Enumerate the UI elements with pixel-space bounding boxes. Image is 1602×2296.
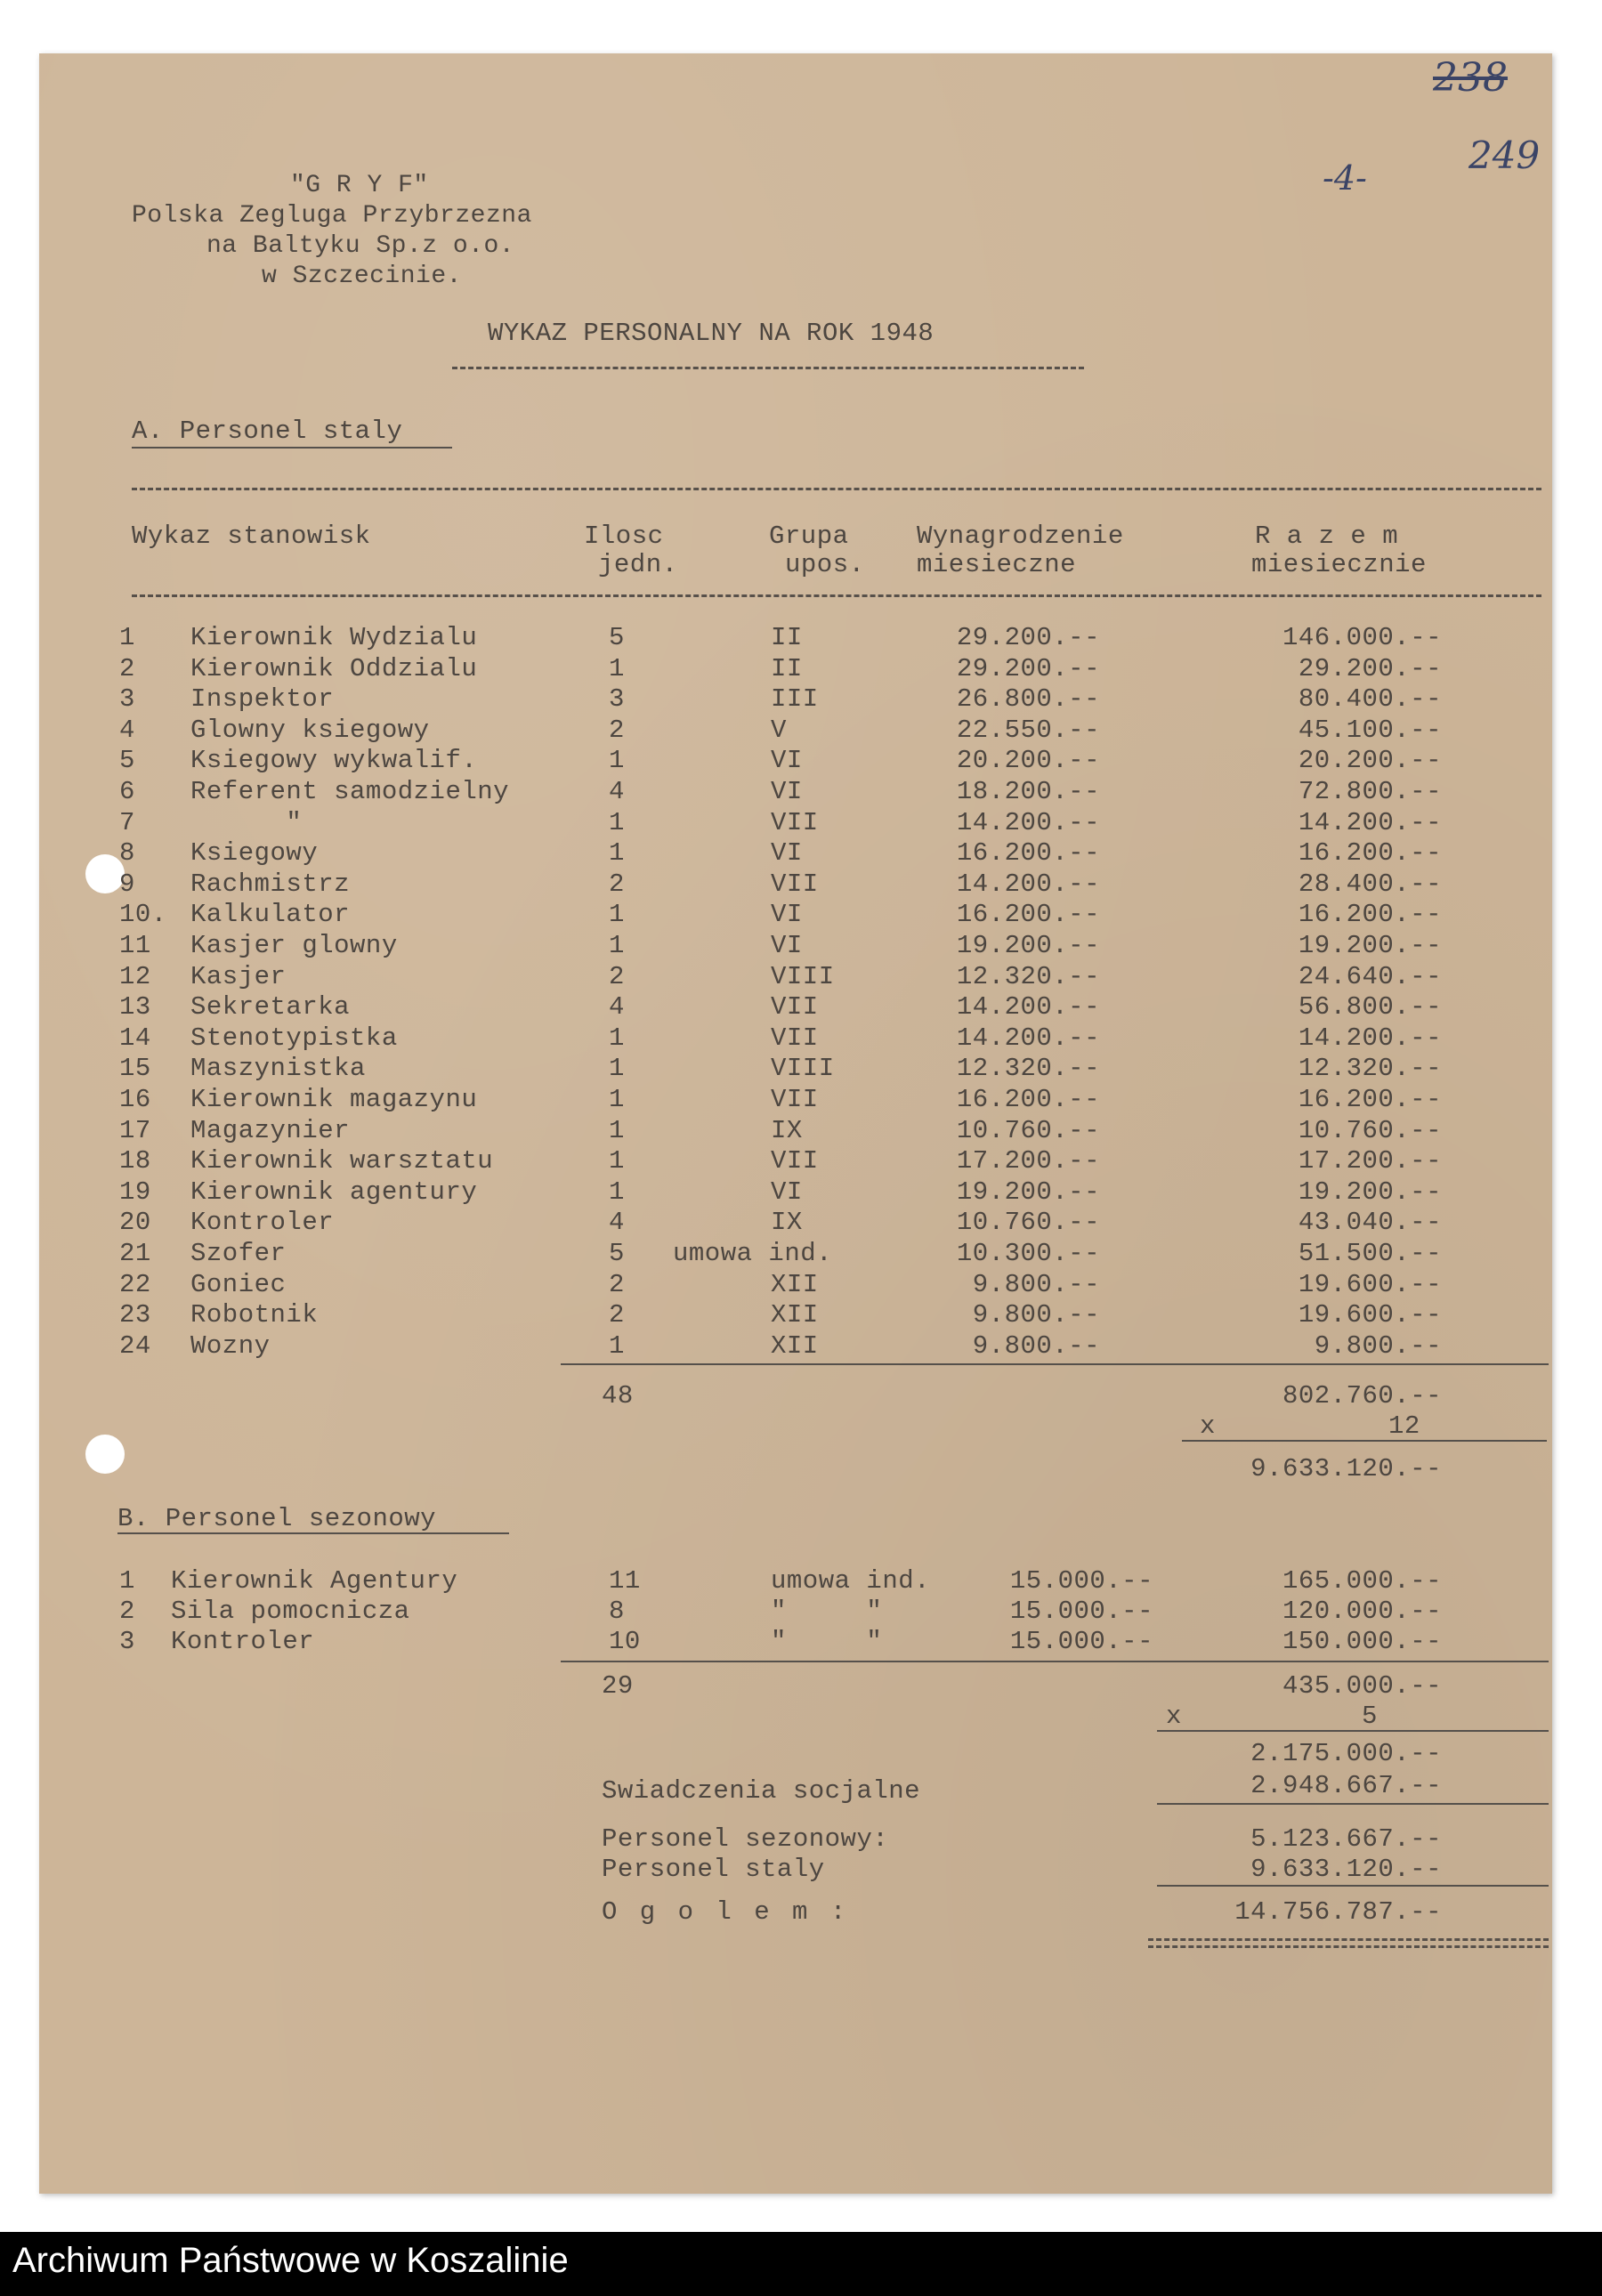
row-monthly-wage: 15.000.-- bbox=[1009, 1597, 1153, 1626]
company-line-3: na Baltyku Sp.z o.o. bbox=[206, 232, 515, 260]
row-position-name: Stenotypistka bbox=[190, 1023, 398, 1053]
row-group: II bbox=[771, 653, 803, 683]
row-monthly-wage: 29.200.-- bbox=[956, 623, 1100, 652]
row-quantity: 3 bbox=[609, 684, 625, 715]
row-quantity: 2 bbox=[609, 961, 625, 991]
row-monthly-total: 14.200.-- bbox=[1298, 1023, 1442, 1053]
section-b-times: x bbox=[1166, 1702, 1182, 1731]
section-a-underline bbox=[132, 447, 452, 449]
row-quantity: 1 bbox=[609, 900, 625, 930]
row-number: 12 bbox=[119, 961, 151, 991]
row-monthly-total: 17.200.-- bbox=[1298, 1146, 1442, 1176]
row-quantity: 8 bbox=[609, 1597, 625, 1626]
grand-total-double-rule-2 bbox=[1148, 1945, 1549, 1948]
row-monthly-total: 28.400.-- bbox=[1298, 869, 1442, 899]
row-number: 4 bbox=[119, 715, 135, 745]
row-quantity: 1 bbox=[609, 653, 625, 683]
row-position-name: Ksiegowy wykwalif. bbox=[190, 746, 478, 776]
social-benefits-label: Swiadczenia socjalne bbox=[602, 1776, 921, 1806]
row-monthly-wage: 20.200.-- bbox=[956, 746, 1100, 776]
row-quantity: 1 bbox=[609, 1054, 625, 1084]
punch-hole-bottom bbox=[85, 1435, 125, 1474]
row-monthly-wage: 26.800.-- bbox=[956, 684, 1100, 715]
grand-total-label: O g o l e m : bbox=[602, 1897, 850, 1927]
row-position-name: Robotnik bbox=[190, 1300, 319, 1330]
row-number: 9 bbox=[119, 869, 135, 899]
summary-rule bbox=[1157, 1885, 1549, 1887]
row-position-name: Kasjer bbox=[190, 961, 287, 991]
row-monthly-wage: 16.200.-- bbox=[956, 900, 1100, 930]
row-number: 5 bbox=[119, 746, 135, 776]
row-number: 11 bbox=[119, 931, 151, 960]
row-group: XII bbox=[771, 1330, 819, 1361]
row-monthly-wage: 18.200.-- bbox=[956, 777, 1100, 806]
row-number: 13 bbox=[119, 992, 151, 1023]
row-monthly-total: 9.800.-- bbox=[1314, 1330, 1442, 1361]
section-a-sum-total: 802.760.-- bbox=[1282, 1381, 1442, 1411]
row-monthly-wage: 15.000.-- bbox=[1009, 1627, 1153, 1656]
row-group: II bbox=[771, 623, 803, 652]
row-number: 1 bbox=[119, 1566, 135, 1596]
row-monthly-wage: 19.200.-- bbox=[956, 1176, 1100, 1207]
row-position-name: Sekretarka bbox=[190, 992, 351, 1023]
row-position-name: Sila pomocnicza bbox=[171, 1597, 410, 1626]
row-monthly-total: 19.600.-- bbox=[1298, 1300, 1442, 1330]
row-number: 17 bbox=[119, 1115, 151, 1145]
row-monthly-total: 165.000.-- bbox=[1282, 1566, 1442, 1596]
handwritten-page-number-crossed: 238 bbox=[1433, 55, 1508, 101]
handwritten-page-number: 249 bbox=[1468, 133, 1541, 177]
row-monthly-total: 150.000.-- bbox=[1282, 1627, 1442, 1656]
row-group: VII bbox=[771, 1085, 819, 1114]
row-position-name: Kontroler bbox=[171, 1627, 315, 1656]
row-monthly-wage: 17.200.-- bbox=[956, 1146, 1100, 1176]
row-group: " " bbox=[771, 1627, 883, 1656]
permanent-staff-value: 9.633.120.-- bbox=[1250, 1855, 1442, 1884]
row-number: 18 bbox=[119, 1146, 151, 1176]
seasonal-staff-label: Personel sezonowy: bbox=[602, 1824, 889, 1854]
archive-name: Archiwum Państwowe w Koszalinie bbox=[12, 2241, 569, 2280]
row-monthly-wage: 22.550.-- bbox=[956, 715, 1100, 745]
row-number: 14 bbox=[119, 1023, 151, 1053]
row-group: III bbox=[771, 684, 819, 715]
row-quantity: 4 bbox=[609, 992, 625, 1023]
header-group-2: upos. bbox=[785, 550, 865, 579]
social-benefits-rule bbox=[1157, 1803, 1549, 1805]
row-number: 7 bbox=[119, 807, 135, 837]
row-quantity: 2 bbox=[609, 869, 625, 899]
title-underline bbox=[452, 367, 1084, 369]
row-number: 3 bbox=[119, 684, 135, 715]
header-quantity-1: Ilosc bbox=[584, 521, 664, 551]
section-b-sum-quantity: 29 bbox=[602, 1671, 634, 1701]
row-monthly-wage: 14.200.-- bbox=[956, 869, 1100, 899]
row-monthly-total: 16.200.-- bbox=[1298, 1085, 1442, 1114]
row-monthly-total: 120.000.-- bbox=[1282, 1597, 1442, 1626]
row-quantity: 2 bbox=[609, 715, 625, 745]
row-quantity: 1 bbox=[609, 1023, 625, 1053]
row-position-name: Kierownik Oddzialu bbox=[190, 653, 478, 683]
row-group: VI bbox=[771, 838, 803, 869]
row-group: VI bbox=[771, 746, 803, 776]
row-group: " " bbox=[771, 1597, 883, 1626]
row-monthly-wage: 14.200.-- bbox=[956, 992, 1100, 1023]
row-monthly-total: 16.200.-- bbox=[1298, 838, 1442, 869]
row-group: VI bbox=[771, 1176, 803, 1207]
header-positions: Wykaz stanowisk bbox=[132, 521, 371, 551]
row-monthly-wage: 15.000.-- bbox=[1009, 1566, 1153, 1596]
row-group: VII bbox=[771, 1023, 819, 1053]
row-monthly-total: 56.800.-- bbox=[1298, 992, 1442, 1023]
header-total-2: miesiecznie bbox=[1251, 550, 1427, 579]
row-position-name: Inspektor bbox=[190, 684, 335, 715]
row-number: 22 bbox=[119, 1269, 151, 1299]
row-monthly-total: 80.400.-- bbox=[1298, 684, 1442, 715]
row-quantity: 10 bbox=[609, 1627, 641, 1656]
row-monthly-total: 24.640.-- bbox=[1298, 961, 1442, 991]
row-monthly-wage: 10.760.-- bbox=[956, 1115, 1100, 1145]
row-quantity: 2 bbox=[609, 1269, 625, 1299]
row-number: 20 bbox=[119, 1208, 151, 1238]
row-number: 19 bbox=[119, 1176, 151, 1207]
row-monthly-wage: 16.200.-- bbox=[956, 1085, 1100, 1114]
row-group: XII bbox=[771, 1269, 819, 1299]
row-number: 2 bbox=[119, 653, 135, 683]
row-quantity: 1 bbox=[609, 1085, 625, 1114]
row-group: VII bbox=[771, 1146, 819, 1176]
row-group: VI bbox=[771, 900, 803, 930]
header-total-1: R a z e m bbox=[1255, 521, 1399, 551]
row-quantity: 11 bbox=[609, 1566, 641, 1596]
row-monthly-wage: 19.200.-- bbox=[956, 931, 1100, 960]
row-monthly-wage: 9.800.-- bbox=[972, 1300, 1100, 1330]
row-monthly-total: 45.100.-- bbox=[1298, 715, 1442, 745]
row-quantity: 2 bbox=[609, 1300, 625, 1330]
row-position-name: Ksiegowy bbox=[190, 838, 319, 869]
row-monthly-total: 12.320.-- bbox=[1298, 1054, 1442, 1084]
section-b-title: B. Personel sezonowy bbox=[117, 1504, 437, 1533]
row-position-name: Magazynier bbox=[190, 1115, 351, 1145]
grand-total-double-rule-1 bbox=[1148, 1938, 1549, 1941]
row-monthly-total: 29.200.-- bbox=[1298, 653, 1442, 683]
row-position-name: Kierownik Wydzialu bbox=[190, 623, 478, 652]
row-group: VII bbox=[771, 869, 819, 899]
section-b-sum-rule bbox=[561, 1661, 1549, 1662]
archive-footer-bar bbox=[0, 2232, 1602, 2296]
row-group: VII bbox=[771, 992, 819, 1023]
row-position-name: Glowny ksiegowy bbox=[190, 715, 430, 745]
row-position-name: Kierownik warsztatu bbox=[190, 1146, 494, 1176]
row-group: IX bbox=[771, 1208, 803, 1238]
row-group: XII bbox=[771, 1300, 819, 1330]
row-number: 15 bbox=[119, 1054, 151, 1084]
row-quantity: 1 bbox=[609, 838, 625, 869]
row-monthly-wage: 9.800.-- bbox=[972, 1269, 1100, 1299]
row-monthly-wage: 10.300.-- bbox=[956, 1239, 1100, 1268]
row-position-name: Kierownik Agentury bbox=[171, 1566, 458, 1596]
row-position-name: Goniec bbox=[190, 1269, 287, 1299]
handwritten-page-mark: -4- bbox=[1323, 158, 1367, 198]
row-group: VI bbox=[771, 777, 803, 806]
row-number: 8 bbox=[119, 838, 135, 869]
section-a-sum-rule bbox=[561, 1363, 1549, 1365]
header-quantity-2: jedn. bbox=[598, 550, 678, 579]
row-position-name: " bbox=[190, 807, 303, 837]
row-quantity: 1 bbox=[609, 1176, 625, 1207]
row-monthly-total: 43.040.-- bbox=[1298, 1208, 1442, 1238]
row-number: 24 bbox=[119, 1330, 151, 1361]
row-quantity: 5 bbox=[609, 1239, 625, 1268]
row-monthly-wage: 14.200.-- bbox=[956, 1023, 1100, 1053]
section-a-sum-quantity: 48 bbox=[602, 1381, 634, 1411]
row-monthly-total: 19.200.-- bbox=[1298, 1176, 1442, 1207]
row-monthly-wage: 12.320.-- bbox=[956, 961, 1100, 991]
row-position-name: Kontroler bbox=[190, 1208, 335, 1238]
row-quantity: 5 bbox=[609, 623, 625, 652]
row-number: 16 bbox=[119, 1085, 151, 1114]
row-monthly-wage: 16.200.-- bbox=[956, 838, 1100, 869]
row-group: V bbox=[771, 715, 787, 745]
section-a-months: 12 bbox=[1388, 1411, 1420, 1441]
row-monthly-total: 72.800.-- bbox=[1298, 777, 1442, 806]
row-quantity: 1 bbox=[609, 746, 625, 776]
row-quantity: 1 bbox=[609, 931, 625, 960]
section-b-sum-total: 435.000.-- bbox=[1282, 1671, 1442, 1701]
header-wage-2: miesieczne bbox=[917, 550, 1077, 579]
section-b-months: 5 bbox=[1362, 1702, 1378, 1731]
row-monthly-wage: 29.200.-- bbox=[956, 653, 1100, 683]
row-position-name: Kasjer glowny bbox=[190, 931, 398, 960]
section-a-title: A. Personel staly bbox=[132, 416, 403, 446]
row-monthly-total: 14.200.-- bbox=[1298, 807, 1442, 837]
row-number: 6 bbox=[119, 777, 135, 806]
row-quantity: 4 bbox=[609, 777, 625, 806]
row-monthly-total: 20.200.-- bbox=[1298, 746, 1442, 776]
row-group: VI bbox=[771, 931, 803, 960]
company-line-2: Polska Zegluga Przybrzezna bbox=[132, 202, 532, 230]
row-group: VIII bbox=[771, 1054, 835, 1084]
row-number: 21 bbox=[119, 1239, 151, 1268]
row-number: 10. bbox=[119, 900, 167, 930]
grand-total-value: 14.756.787.-- bbox=[1234, 1897, 1442, 1927]
row-position-name: Kierownik agentury bbox=[190, 1176, 478, 1207]
row-position-name: Kierownik magazynu bbox=[190, 1085, 478, 1114]
row-number: 3 bbox=[119, 1627, 135, 1656]
table-top-rule bbox=[132, 488, 1541, 490]
row-monthly-total: 51.500.-- bbox=[1298, 1239, 1442, 1268]
section-b-multiply-rule bbox=[1157, 1730, 1549, 1732]
social-benefits-value: 2.948.667.-- bbox=[1250, 1771, 1442, 1800]
row-position-name: Referent samodzielny bbox=[190, 777, 510, 806]
company-line-4: w Szczecinie. bbox=[262, 263, 462, 290]
section-a-times: x bbox=[1200, 1411, 1216, 1441]
row-group: VII bbox=[771, 807, 819, 837]
row-number: 23 bbox=[119, 1300, 151, 1330]
row-quantity: 1 bbox=[609, 1330, 625, 1361]
row-number: 2 bbox=[119, 1597, 135, 1626]
row-monthly-wage: 9.800.-- bbox=[972, 1330, 1100, 1361]
row-group: umowa ind. bbox=[673, 1239, 833, 1268]
row-monthly-total: 10.760.-- bbox=[1298, 1115, 1442, 1145]
row-monthly-total: 19.200.-- bbox=[1298, 931, 1442, 960]
section-b-subtotal: 2.175.000.-- bbox=[1250, 1739, 1442, 1768]
row-monthly-wage: 14.200.-- bbox=[956, 807, 1100, 837]
row-number: 1 bbox=[119, 623, 135, 652]
row-quantity: 1 bbox=[609, 1146, 625, 1176]
seasonal-staff-value: 5.123.667.-- bbox=[1250, 1824, 1442, 1854]
row-quantity: 4 bbox=[609, 1208, 625, 1238]
row-quantity: 1 bbox=[609, 1115, 625, 1145]
row-group: umowa ind. bbox=[771, 1566, 931, 1596]
header-bottom-rule bbox=[132, 594, 1541, 597]
row-position-name: Rachmistrz bbox=[190, 869, 351, 899]
section-a-multiply-rule bbox=[1182, 1440, 1547, 1442]
section-b-underline bbox=[117, 1532, 509, 1534]
document-title: WYKAZ PERSONALNY NA ROK 1948 bbox=[488, 319, 934, 348]
permanent-staff-label: Personel staly bbox=[602, 1855, 825, 1884]
row-position-name: Wozny bbox=[190, 1330, 271, 1361]
section-a-annual: 9.633.120.-- bbox=[1250, 1454, 1442, 1484]
row-quantity: 1 bbox=[609, 807, 625, 837]
row-position-name: Szofer bbox=[190, 1239, 287, 1268]
row-group: VIII bbox=[771, 961, 835, 991]
header-wage-1: Wynagrodzenie bbox=[917, 521, 1124, 551]
row-monthly-total: 16.200.-- bbox=[1298, 900, 1442, 930]
row-monthly-total: 146.000.-- bbox=[1282, 623, 1442, 652]
row-group: IX bbox=[771, 1115, 803, 1145]
row-position-name: Maszynistka bbox=[190, 1054, 366, 1084]
row-monthly-total: 19.600.-- bbox=[1298, 1269, 1442, 1299]
company-name: "G R Y F" bbox=[290, 172, 429, 199]
header-group-1: Grupa bbox=[769, 521, 849, 551]
row-monthly-wage: 12.320.-- bbox=[956, 1054, 1100, 1084]
row-monthly-wage: 10.760.-- bbox=[956, 1208, 1100, 1238]
row-position-name: Kalkulator bbox=[190, 900, 351, 930]
